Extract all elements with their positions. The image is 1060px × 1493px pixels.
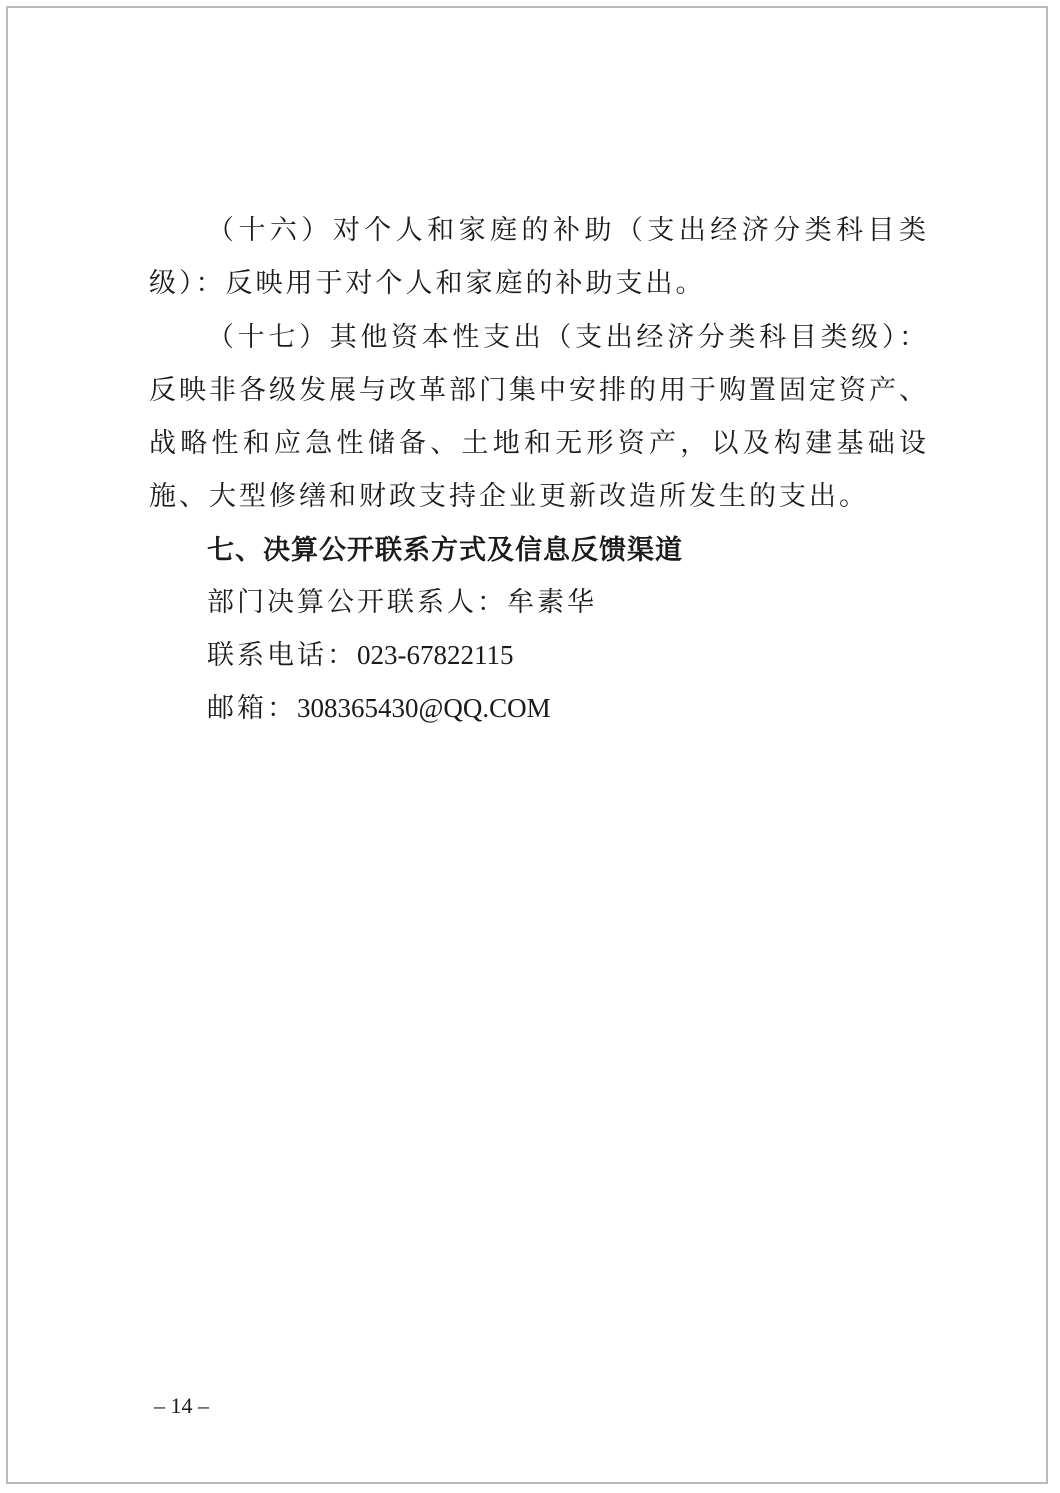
contact-person-line (207, 576, 597, 629)
contact-email-line (207, 682, 551, 735)
contact-email-label: 邮箱： (207, 693, 297, 724)
contact-person-label: 部门决算公开联系人： (207, 587, 507, 618)
contact-person-name: 牟素华 (507, 587, 597, 618)
paragraph-other-capital-expenditure: （十七）其他资本性支出（支出经济分类科目类级）：反映非各级发展与改革部门集中安排的用于购置固定资产、战略性和应急性储备、土地和无形资产，以及构建基础设施、大型修缮和财政支持企业更新改造所发生的支出。 (149, 322, 929, 512)
document-page (6, 6, 1048, 1484)
contact-phone-line (207, 629, 514, 682)
section-heading-contact: 七、决算公开联系方式及信息反馈渠道 (207, 535, 683, 566)
contact-phone-label: 联系电话： (207, 640, 357, 671)
page-number: – 14 – (154, 1393, 209, 1418)
contact-phone-value: 023-67822115 (357, 640, 514, 670)
contact-email-value: 308365430@QQ.COM (297, 693, 551, 723)
paragraph-personal-family-subsidy: （十六）对个人和家庭的补助（支出经济分类科目类级）：反映用于对个人和家庭的补助支出。 (149, 215, 929, 299)
